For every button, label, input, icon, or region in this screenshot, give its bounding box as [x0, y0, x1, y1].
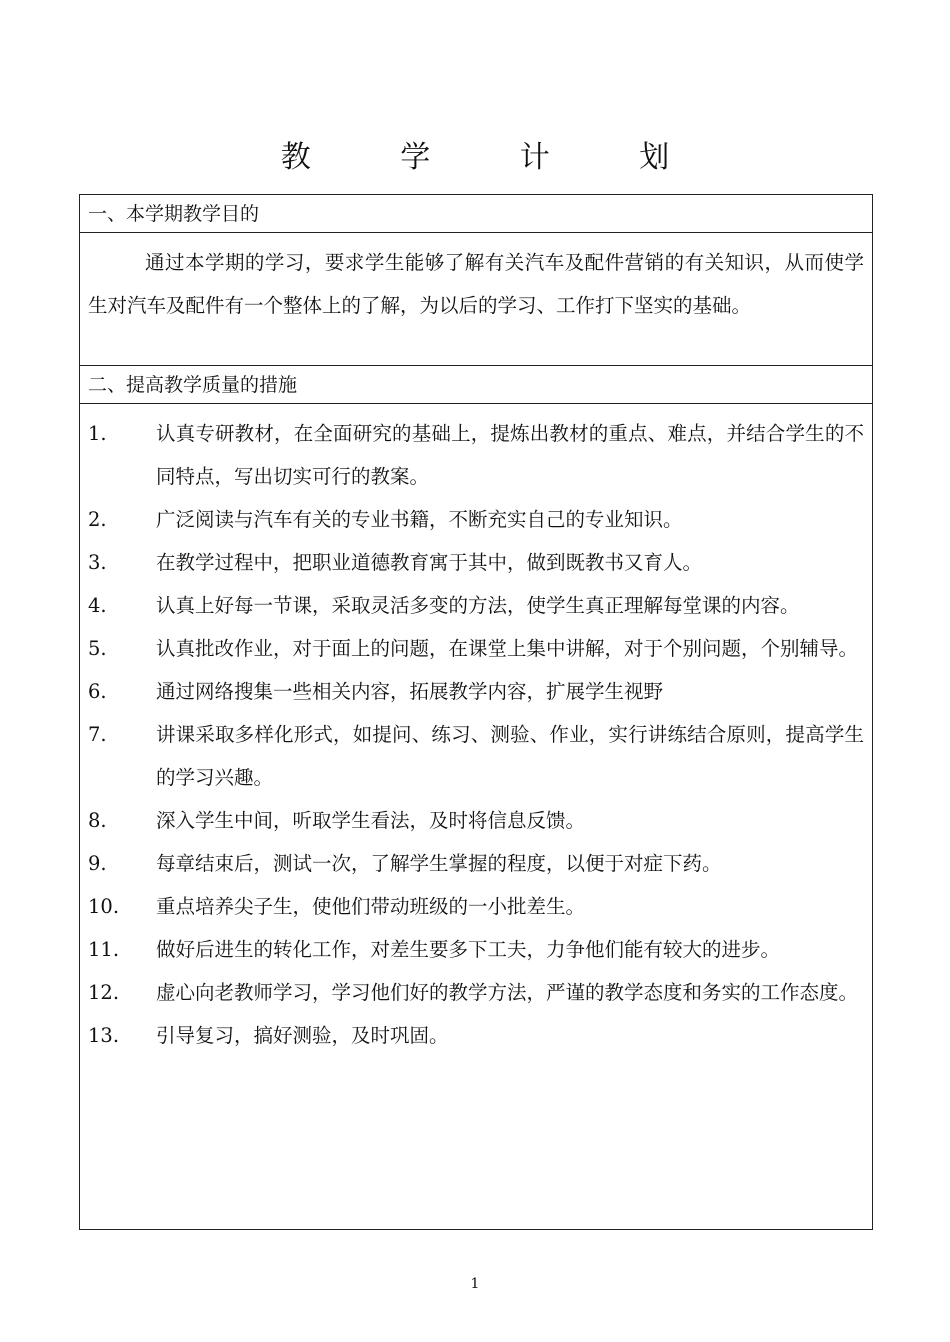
list-item — [88, 928, 864, 971]
page-number: 1 — [470, 1276, 480, 1292]
list-item — [88, 971, 864, 1014]
list-item-text: 虚心向老教师学习，学习他们好的教学方法，严谨的教学态度和务实的工作态度。 — [156, 981, 859, 1004]
list-item-number: 2. — [88, 508, 107, 531]
section-header-measures: 二、提高教学质量的措施 — [80, 366, 872, 404]
list-item — [88, 842, 864, 885]
list-item-number: 12. — [88, 981, 120, 1004]
list-item-text: 引导复习，搞好测验，及时巩固。 — [156, 1024, 449, 1047]
list-item-number: 4. — [88, 594, 107, 617]
list-item-text: 在教学过程中，把职业道德教育寓于其中，做到既教书又育人。 — [156, 551, 703, 574]
list-item — [88, 541, 864, 584]
list-item-number: 1. — [88, 422, 107, 445]
list-item-text: 每章结束后，测试一次，了解学生掌握的程度，以便于对症下药。 — [156, 852, 722, 875]
plan-table — [79, 194, 873, 1230]
section-header-objectives: 一、本学期教学目的 — [80, 195, 872, 233]
list-item-text: 认真上好每一节课，采取灵活多变的方法，使学生真正理解每堂课的内容。 — [156, 594, 800, 617]
list-item — [88, 713, 864, 799]
measures-list — [80, 404, 872, 1057]
page-title: 教 学 计 划 — [280, 140, 710, 175]
list-item — [88, 670, 864, 713]
list-item-text: 做好后进生的转化工作，对差生要多下工夫，力争他们能有较大的进步。 — [156, 938, 781, 961]
list-item-number: 5. — [88, 637, 107, 660]
list-item-number: 10. — [88, 895, 120, 918]
list-item-text: 讲课采取多样化形式，如提问、练习、测验、作业，实行讲练结合原则，提高学生的学习兴趣。 — [156, 723, 864, 789]
list-item-number: 9. — [88, 852, 107, 875]
list-item-text: 重点培养尖子生，使他们带动班级的一小批差生。 — [156, 895, 586, 918]
list-item — [88, 799, 864, 842]
list-item — [88, 498, 864, 541]
list-item-number: 3. — [88, 551, 107, 574]
list-item — [88, 584, 864, 627]
list-item-number: 8. — [88, 809, 107, 832]
list-item-number: 7. — [88, 723, 107, 746]
list-item — [88, 1014, 864, 1057]
list-item-text: 认真批改作业，对于面上的问题，在课堂上集中讲解，对于个别问题，个别辅导。 — [156, 637, 859, 660]
list-item-text: 深入学生中间，听取学生看法，及时将信息反馈。 — [156, 809, 586, 832]
list-item-number: 11. — [88, 938, 120, 961]
list-item — [88, 627, 864, 670]
list-item — [88, 885, 864, 928]
list-item-number: 6. — [88, 680, 107, 703]
list-item-text: 通过网络搜集一些相关内容，拓展教学内容，扩展学生视野 — [156, 680, 664, 703]
list-item — [88, 412, 864, 498]
list-item-number: 13. — [88, 1024, 120, 1047]
list-item-text: 认真专研教材，在全面研究的基础上，提炼出教材的重点、难点，并结合学生的不同特点，写出切实可行的教案。 — [156, 422, 864, 488]
list-item-text: 广泛阅读与汽车有关的专业书籍，不断充实自己的专业知识。 — [156, 508, 683, 531]
objectives-paragraph: 通过本学期的学习，要求学生能够了解有关汽车及配件营销的有关知识，从而使学生对汽车及配件有一个整体上的了解，为以后的学习、工作打下坚实的基础。 — [80, 233, 872, 366]
